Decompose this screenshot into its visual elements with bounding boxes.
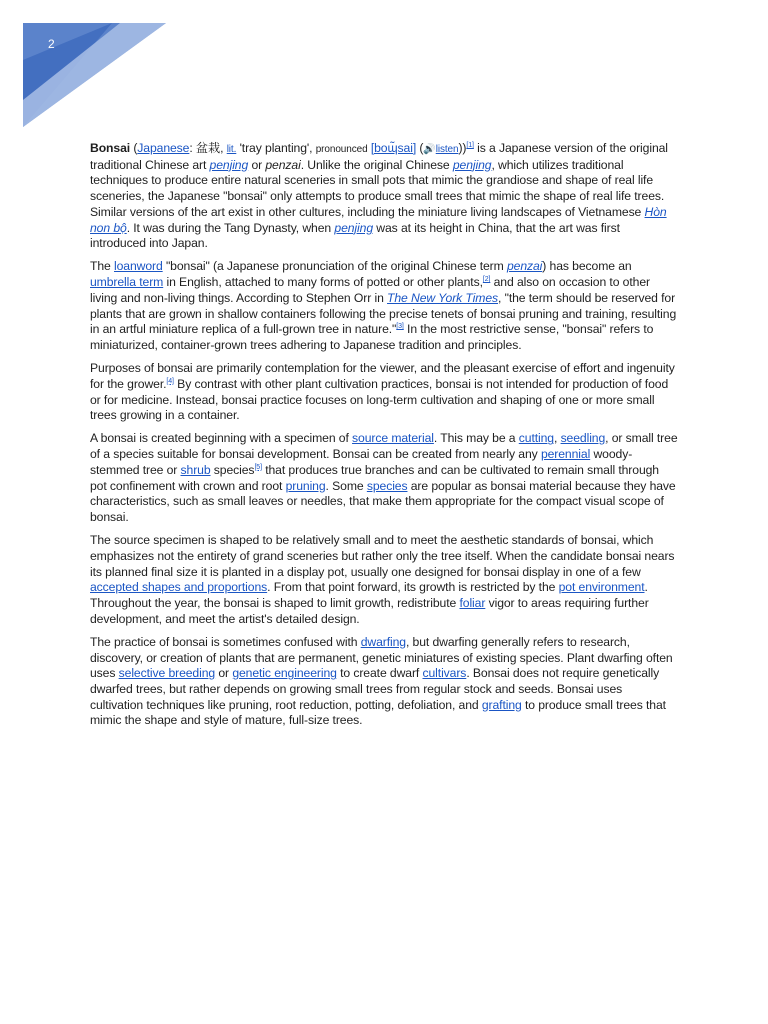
link-lit[interactable]: lit. [226,144,237,155]
speaker-icon[interactable]: 🔊 [423,144,436,155]
link-foliar[interactable]: foliar [459,595,486,610]
text: to create dwarf [336,666,423,681]
text: . Bonsai does not require genetically dwarfed trees, but rather depends on growing small trees from regular stock and seeds. Bonsai uses cultivation techniques like pruning, root reduction, potting, defoliation, and [90,666,660,712]
text: are popular as bonsai material because they have characteristics, such as small leaves or needles, that make them appropriate for the compact visual scope of bonsai. [90,478,676,524]
text: . From that point forward, its growth is restricted by the [267,580,559,595]
term-bonsai: Bonsai [90,141,131,155]
link-species[interactable]: species [366,478,408,493]
ref-link[interactable]: [4] [166,377,174,385]
text: was at its height in China, that the art was first introduced into Japan. [90,220,620,251]
text: ( [416,141,424,155]
text: , "the term should be reserved for plants that are grown in shallow containers following the precise tenets of bonsai pruning and training, resulting in an artful miniature replica of a full-grown tree in nature." [90,290,677,337]
link-listen[interactable]: listen [435,144,459,155]
link-seedling[interactable]: seedling [560,431,606,446]
link-grafting[interactable]: grafting [481,697,522,712]
text: In the most restrictive sense, "bonsai" refers to miniaturized, container-grown trees adhering to Japanese tradition and principles. [90,322,654,352]
text: vigor to areas requiring further development, and meet the artist's detailed design. [90,595,649,626]
text: woody-stemmed tree or [90,447,633,477]
link-japanese[interactable]: Japanese [137,141,190,155]
text: or [215,666,233,681]
link-penzai[interactable]: penzai [506,259,543,274]
text: . Throughout the year, the bonsai is shaped to limit growth, redistribute [90,580,648,610]
ref-link[interactable]: [1] [466,141,474,149]
text: to produce small trees that mimic the shape and style of mature, full-size trees. [90,697,666,728]
text: )) [458,141,467,155]
link-selective-breeding[interactable]: selective breeding [118,666,216,681]
text: . This may be a [433,431,519,446]
text: is a Japanese version of the original traditional Chinese art [90,141,668,172]
text: "bonsai" (a Japanese pronunciation of the original Chinese term [162,259,507,274]
link-genetic-engineering[interactable]: genetic engineering [232,666,337,681]
link-loanword[interactable]: loanword [114,259,163,274]
text: or [248,157,266,172]
paragraph-2 [90,259,678,353]
text: species [210,462,255,477]
document-body [90,141,678,737]
paragraph-5 [90,533,678,627]
text: . It was during the Tang Dynasty, when [126,220,335,235]
text: The [90,259,114,274]
text: ) has become an [542,259,632,274]
text: . Unlike the original Chinese [300,157,453,172]
text: Purposes of bonsai are primarily contemplation for the viewer, and the pleasant exercise of effort and ingenuity for the grower. [90,361,675,391]
link-source-material[interactable]: source material [352,431,434,446]
text: and also on occasion to other living and non-living things. According to Stephen Orr in [90,275,650,305]
text: , which utilizes traditional techniques to produce entire natural sceneries in small pots that mimic the grandiose and shape of real life sceneries, the Japanese "bonsai" only attempts to produce small trees that mimic the shape of real life trees. Similar versions of the art exist in other cultures, including the miniature living landscapes of Vietnamese [90,157,665,219]
text: A bonsai is created beginning with a specimen of [90,431,353,446]
link-accepted-shapes[interactable]: accepted shapes and proportions [90,580,268,595]
text-penzai: penzai [265,157,301,172]
link-perennial[interactable]: perennial [540,447,591,462]
link-hon-non-bo[interactable]: Hòn non bộ [90,204,667,235]
corner-decoration [0,0,200,140]
text: , but dwarfing generally refers to research, discovery, or creation of plants that are permanent, genetic miniatures of existing species. Plant dwarfing often uses [90,634,673,681]
text: By contrast with other plant cultivation practices, bonsai is not intended for production of food or for medicine. Instead, bonsai practice focuses on long-term cultivation and shaping of one or more small trees growing in a container. [90,376,669,423]
text: The source specimen is shaped to be relatively small and to meet the aesthetic standards of bonsai, which emphasizes not the entirety of grand sceneries but rather only the tree itself. When the candidate bonsai nears its planned final size it is planted in a display pot, usually one designed for bonsai display in one of a few [90,533,675,579]
link-penjing[interactable]: penjing [334,220,373,235]
link-pot-environment[interactable]: pot environment [558,580,645,595]
link-shrub[interactable]: shrub [180,462,211,477]
link-pruning[interactable]: pruning [285,478,326,493]
paragraph-4 [90,431,678,525]
link-cultivars[interactable]: cultivars [422,666,467,681]
paragraph-6 [90,635,678,729]
text: . Some [325,478,367,493]
paragraph-1 [90,141,678,252]
text: The practice of bonsai is sometimes confused with [90,634,361,649]
link-umbrella-term[interactable]: umbrella term [90,275,164,290]
ref-link[interactable]: [5] [254,463,262,471]
link-dwarfing[interactable]: dwarfing [360,634,406,649]
link-penjing[interactable]: penjing [452,157,492,172]
ref-link[interactable]: [2] [482,276,491,284]
paragraph-3 [90,361,678,424]
text: ( [130,141,138,155]
text: 'tray planting', [236,141,316,155]
text: in English, attached to many forms of potted or other plants, [163,275,483,290]
text: , [553,431,561,446]
text-pronounced: pronounced [315,144,368,155]
page-number: 2 [48,37,55,51]
link-cutting[interactable]: cutting [518,431,554,446]
text: : 盆栽, [189,141,227,155]
link-new-york-times[interactable]: The New York Times [387,290,499,305]
text: , or small tree of a species suitable for bonsai development. Bonsai can be created from nearly any [90,431,678,462]
link-ipa[interactable]: [boɰ̃sai] [370,141,417,155]
text: that produces true branches and can be cultivated to remain small through pot confinement with crown and root [90,462,659,493]
ref-link[interactable]: [3] [396,323,404,331]
link-penjing[interactable]: penjing [209,157,249,172]
